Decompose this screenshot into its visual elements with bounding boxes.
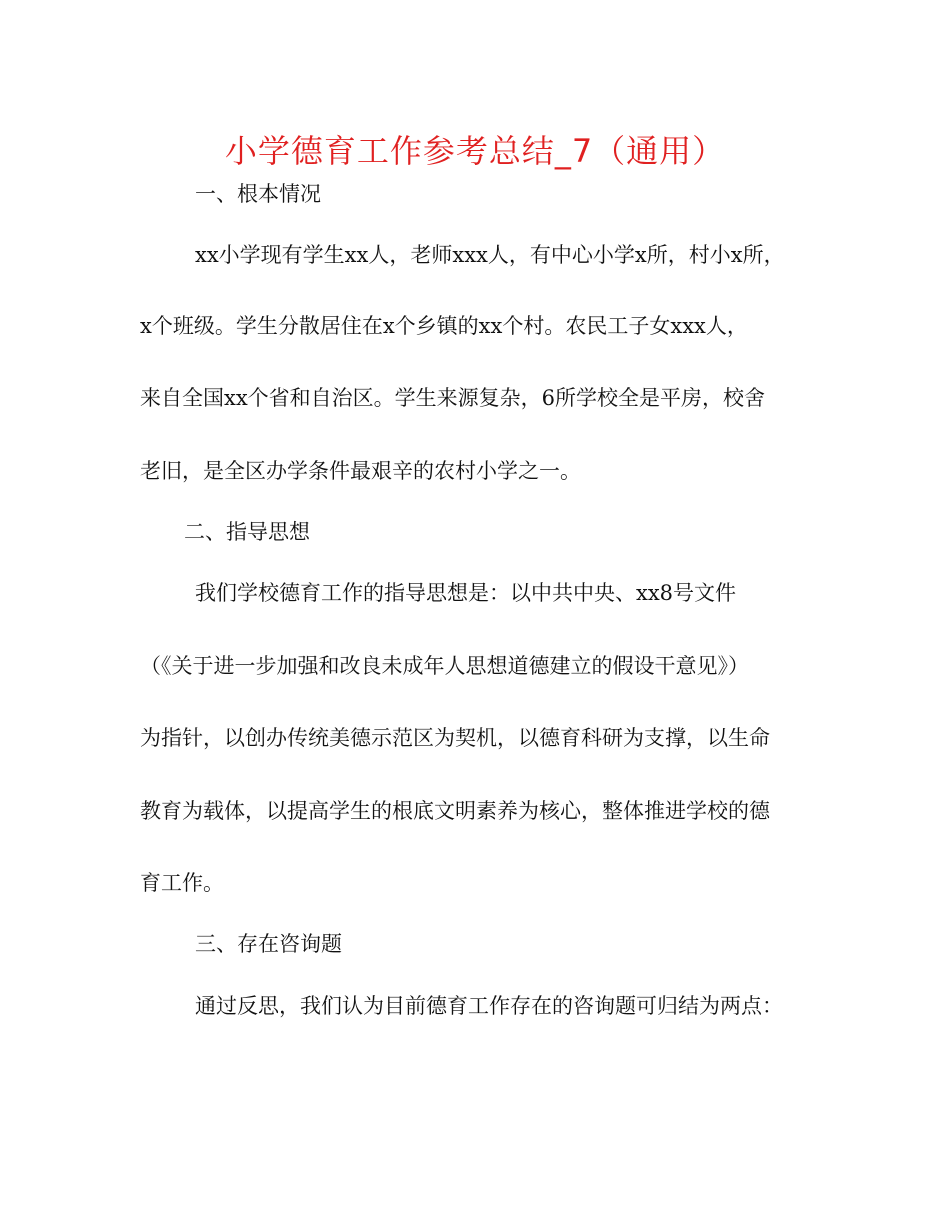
paragraph-line: x个班级。学生分散居住在x个乡镇的xx个村。农民工子女xxx人， — [140, 314, 748, 338]
paragraph-line: xx小学现有学生xx人，老师xxx人，有中心小学x所，村小x所， — [195, 243, 785, 267]
section-heading-2: 二、指导思想 — [184, 520, 310, 544]
section-heading-3: 三、存在咨询题 — [195, 932, 342, 956]
paragraph-line: 教育为载体，以提高学生的根底文明素养为核心，整体推进学校的德 — [140, 799, 770, 823]
paragraph-line: 老旧，是全区办学条件最艰辛的农村小学之一。 — [140, 459, 581, 483]
paragraph-line: 育工作。 — [140, 871, 224, 895]
paragraph-line: 通过反思，我们认为目前德育工作存在的咨询题可归结为两点： — [195, 994, 783, 1018]
document-title: 小学德育工作参考总结_7（通用） — [224, 132, 726, 170]
section-heading-1: 一、根本情况 — [195, 182, 321, 206]
paragraph-line: 为指针，以创办传统美德示范区为契机，以德育科研为支撑，以生命 — [140, 726, 770, 750]
paragraph-line: 来自全国xx个省和自治区。学生来源复杂，6所学校全是平房，校舍 — [140, 386, 766, 410]
paragraph-line: （《关于进一步加强和改良未成年人思想道德建立的假设干意见》） — [140, 654, 749, 678]
paragraph-line: 我们学校德育工作的指导思想是：以中共中央、xx8号文件 — [195, 581, 737, 605]
